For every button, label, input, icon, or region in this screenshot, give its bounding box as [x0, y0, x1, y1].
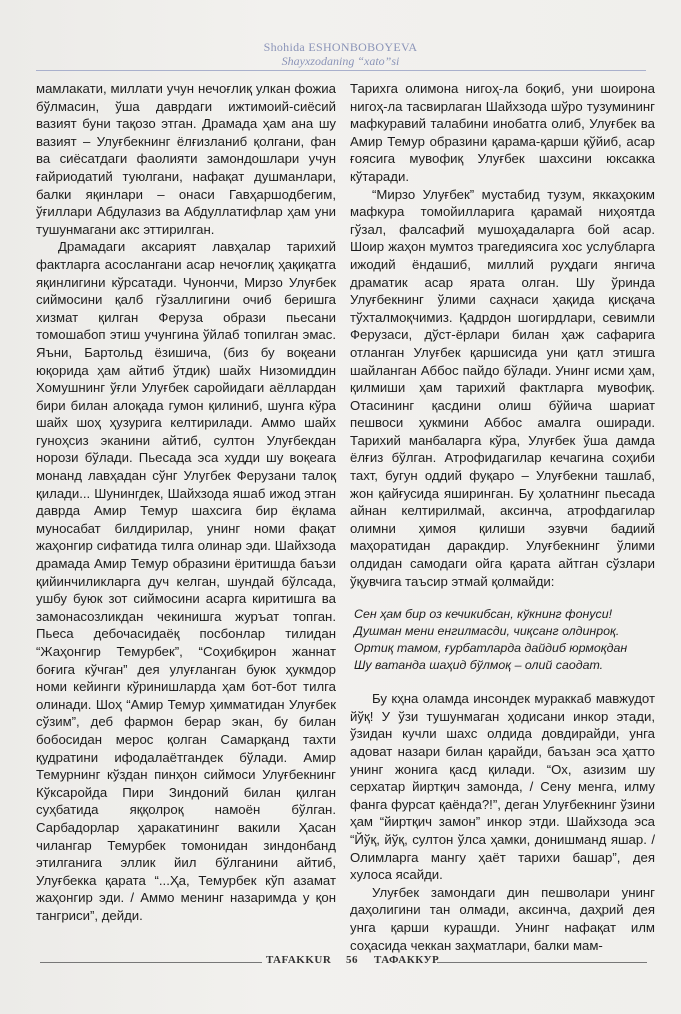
right-text-column	[350, 80, 655, 954]
paragraph: Драмадаги аксарият лавҳалар тарихий фактларга асослангани асар нечоғлиқ ҳақиқатга яқинлигини кўрсатади. Чунончи, Мирзо Улуғбек сиймосини қалб гўзаллигини очиб беришга хизмат қилган Феруза образи пьесани томошабоп этиш учунгина ўйлаб топилган эмас. Яъни, Бартольд ёзишича, (биз бу воқеани юқорида ҳам айтиб ўтдик) шайх Низомиддин Хомушнинг ўғли Улуғбек саройидаги аёллардан бири билан алоқада гумон қилиниб, шунга кўра шайх шоҳ ҳузурига келтирилади. Аммо шайх гуноҳсиз эканини айтиб, султон Улуғбекдан норози бўлади. Пьесада эса худди шу воқеага монанд лавҳадан сўнг Улугбек Ферузани талоқ қилади... Шунингдек, Шайхзода яшаб ижод этган даврда Амир Темур шахсига бир ёқлама муносабат билдирилар, унинг номи фақат жаҳонгир сифатида тилга олинар эди. Шайхзода драмада Амир Темур образини ёритишда баъзи қийинчиликларга дуч келган, шундай бўлсада, ушбу буюк зот сиймосини асарга киритишга ва замонасозликдан чекинишга журъат топган. Пьеса дебочасидаёқ посбонлар тилидан “Жаҳонгир Темурбек”, “Соҳибқирон жаннат боғига кўчган” дея улуғланган буюк ҳукмдор номи кейинги кўринишларда ҳам бот-бот тилга олинади. Шоҳ “Амир Темур ҳимматидан Улуғбек сўзим”, деб фармон берар экан, бу билан бобосидан мерос қолган Самарқанд тахти қудратини ифодалаётгандек бўлади. Амир Темурнинг кўздан пинҳон сиймоси Улуғбекнинг Кўксаройда Пири Зиндоний билан қилган суҳбатида яққолроқ намоён бўлган. Сарбадорлар ҳаракатининг вакили Ҳасан чилангар Темурбек томонидан зиндонбанд этилганига эллик йил бўлганини айтиб, Улуғбекка қарата “...Ҳа, Темурбек кўп азамат жаҳонгир эди. / Аммо менинг назаримда у қон тангриси”, дейди.	[36, 239, 336, 923]
page-footer	[0, 954, 681, 970]
paragraph: Бу кҳна оламда инсондек мураккаб мавжудот йўқ! У ўзи тушунмаган ҳодисани инкор этади, ўзидан кучли шахс олдида довдирайди, унга адоват назари билан қарайди, баъзан эса ҳатто унинг жонига қасд қилади. “Ох, азизим шу серхатар йиртқич замонда, / Сену менга, илму фанга фурсат қаёнда?!”, деган Улуғбекнинг ўзини ҳам “йиртқич замон” инкор этди. Шайхзода эса “Йўқ, йўқ, султон ўлса ҳамки, донишманд яшар. / Олимларга мангу ҳаёт тарихи башар”, дея хулоса ясайди.	[350, 691, 655, 883]
footer-rule-right	[437, 962, 647, 963]
paragraph: мамлакати, миллати учун нечоғлиқ улкан фожиа бўлмасин, ўша даврдаги ижтимоий-сиёсий вазият буни тақозо этган. Драмада ҳам ана шу вазият – Улуғбекнинг ёлғизланиб қолгани, фан ва сиёсатдаги фаолияти замондошлари учун ғайриодатий туюлгани, нафақат душманлари, балки яқинлари – онаси Гавҳаршодбегим, ўғиллари Абдулазиз ва Абдуллатифлар ҳам уни тушунмагани акс эттирилган.	[36, 81, 336, 237]
left-text-column	[36, 80, 336, 925]
page-number: 56	[346, 954, 358, 966]
poem-line: Сен ҳам бир оз кечикибсан, кўкнинг фонуси!	[354, 607, 613, 622]
paragraph: “Мирзо Улуғбек” мустабид тузум, яккаҳоким мафкура томойилларига қарамай ниҳоятда гўзал, фалсафий мушоҳадаларга бой асар. Шоир жаҳон мумтоз трагедиясига хос услубларга ижодий ёндашиб, миллий руҳдаги янгича драматик асар ярата олган. Шу ўринда Улуғбекнинг ўлими саҳнаси ҳақида қисқача тўхталмоқчимиз. Қадрдон шогирдлари, севимли Ферузаси, дўст-ёрлари билан ҳаж сафарига отланган Улуғбек қаршисида уни қатл этишга шайланган Аббос пайдо бўлади. Унинг исми ҳам, қилмиши ҳам тарихий фактларга мувофиқ. Отасининг қасдини олиш бўйича шариат пешвоси ҳукмини Аббос амалга оширади. Тарихий манбаларга кўра, Улуғбек ўша дамда ёлғиз бўлган. Атрофидагилар кечагина соҳиби тахт, бугун оддий фуқаро – Улуғбекни ташлаб, жон қайғусида яширинган. Бу ҳолатнинг пьесада айнан келтирилмай, аксинча, атрофдагилар олимни ҳимоя қилиши эзувчи бадиий маҳоратидан даракдир. Улуғбекнинг ўлими олдидан самодаги ойга қарата айтган сўзлари ўқувчига таъсир этмай қолмайди:	[350, 186, 655, 589]
header-subtitle: Shayxzodaning “xato”si	[281, 54, 400, 68]
header-author: Shohida ESHONBOBOYEVA	[263, 40, 418, 54]
footer-rule-left	[40, 962, 262, 963]
poem-line: Шу ватанда шаҳид бўлмоқ – олий саодат.	[354, 658, 604, 673]
header-divider	[36, 70, 646, 71]
footer-journal-cyrillic: ТАФАККУР	[374, 954, 440, 966]
poem-line: Душман мени енгилмасди, чиқсанг олдинроқ.	[354, 624, 620, 639]
paragraph: Тарихга олимона нигоҳ-ла боқиб, уни шоирона нигоҳ-ла тасвирлаган Шайхзода шўро тузумининг мафкуравий талабини инобатга олиб, Улуғбек ва Амир Темур образини қарама-қарши қўйиб, асар ғоясига мувофиқ Улуғбек шахсини юксакка кўтаради.	[350, 81, 655, 184]
paragraph: Улуғбек замондаги дин пешволари унинг даҳолигини тан олмади, аксинча, даҳрий дея унга қарши курашди. Унинг нафақат илм соҳасида чеккан заҳматлари, балки мам-	[350, 884, 655, 953]
poem-quote	[350, 606, 655, 674]
footer-journal-latin: TAFAKKUR	[266, 954, 332, 966]
running-header	[0, 40, 681, 68]
poem-line: Ортиқ тамом, ғурбатларда дайдиб юрмоқдан	[354, 641, 628, 656]
